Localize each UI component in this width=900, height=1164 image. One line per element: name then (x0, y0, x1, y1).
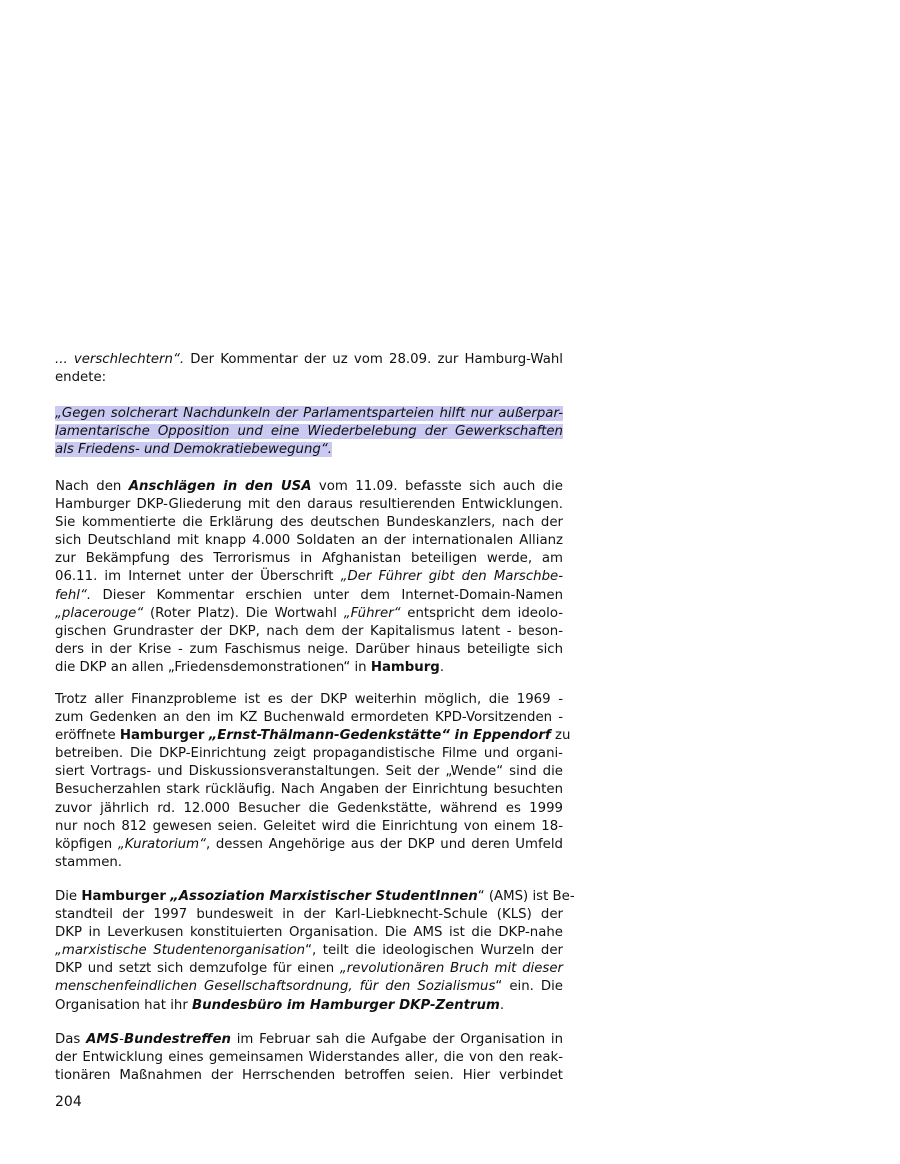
text-line: Trotz aller Finanzprobleme ist es der DKP weiterhin möglich, die 1969 - (55, 692, 563, 707)
text-line (55, 587, 563, 605)
bold-phrase: Hamburger (119, 728, 205, 744)
italic-phrase: menschenfeindlichen Gesellschaftsordnung, für den Sozialismus (55, 979, 496, 995)
italic-phrase: „placerouge“ (55, 605, 144, 621)
text-line (55, 659, 563, 677)
text-line (55, 478, 563, 496)
text-run: DKP und setzt sich demzufolge für einen (55, 961, 340, 977)
text-line: ders in der Krise - zum Faschismus neige. Darüber hinaus beteiligte sich (55, 641, 563, 657)
text-run: die DKP an allen „Friedensdemonstrationen“ in (55, 659, 371, 675)
text-line: der Entwicklung eines gemeinsamen Widerstandes aller, die von den reak- (55, 1050, 563, 1066)
italic-phrase: „revolutionären Bruch mit dieser (339, 961, 563, 977)
text-run: zu (550, 728, 571, 744)
text-line (55, 942, 563, 960)
text-line: zur Bekämpfung des Terrorismus in Afghanistan beteiligen werde, am (55, 551, 563, 567)
text-line (55, 997, 563, 1015)
text-line: siert Vortrags- und Diskussionsveranstaltungen. Seit der „Wende“ sind die (55, 764, 563, 780)
text-line (55, 978, 563, 996)
bold-italic-phrase: Bundestreffen (123, 1032, 231, 1047)
bold-italic-phrase: Anschlägen in den USA (128, 479, 312, 494)
italic-phrase: „Kuratorium“ (117, 836, 206, 852)
bold-italic-phrase: „Ernst-Thälmann-Gedenkstätte“ in Eppendorf (208, 728, 551, 744)
text-run: . (439, 659, 445, 675)
italic-phrase: fehl“. (55, 587, 92, 603)
bold-phrase: Hamburg (370, 659, 440, 675)
text-run: (Roter Platz). Die Wortwahl (143, 605, 344, 621)
text-line (55, 888, 575, 906)
text-line: tionären Maßnahmen der Herrschenden betroffen seien. Hier verbindet (55, 1068, 563, 1084)
paragraph-usa-attacks (55, 478, 563, 677)
text-line: zuvor jährlich rd. 12.000 Besucher die Gedenkstätte, während es 1999 (55, 800, 563, 816)
text-line (55, 1031, 563, 1049)
text-run: Nach den (55, 479, 129, 494)
text-line (55, 405, 563, 423)
italic-phrase: „Der Führer gibt den Marschbe- (340, 569, 563, 585)
text-line: nur noch 812 gewesen seien. Geleitet wird die Einrichtung von einem 18- (55, 818, 563, 834)
text-run: - (119, 1032, 124, 1047)
bold-italic-phrase: AMS (86, 1032, 120, 1047)
bold-italic-phrase: „Assoziation Marxistischer StudentInnen (170, 889, 478, 904)
bold-italic-phrase: Bundesbüro im Hamburger DKP-Zentrum (192, 997, 500, 1013)
text-line (55, 423, 563, 441)
paragraph-gedenkstaette (55, 691, 571, 872)
text-line: endete: (55, 370, 107, 386)
bold-phrase: Hamburger (81, 889, 166, 904)
text-run: vom 11.09. befasste sich auch die (311, 479, 563, 494)
text-line: sich Deutschland mit knapp 4.000 Soldaten an der internationalen Allianz (55, 533, 563, 549)
text-line: DKP in Leverkusen konstituierten Organisation. Die AMS ist die DKP-nahe (55, 925, 563, 941)
italic-phrase: ... verschlechtern“. (55, 352, 185, 367)
text-run: köpfigen (55, 836, 118, 852)
text-run: Organisation hat ihr (55, 997, 193, 1013)
text-run: Dieser Kommentar erschien unter dem Internet-Domain-Namen (91, 587, 563, 603)
paragraph-intro (55, 351, 563, 387)
text-line (55, 836, 563, 854)
text-line (55, 568, 563, 586)
text-run: Die (55, 889, 82, 904)
text-line (55, 351, 563, 369)
paragraph-bundestreffen (55, 1031, 563, 1085)
paragraph-ams (55, 888, 575, 1015)
text-line: standteil der 1997 bundesweit in der Karl-Liebknecht-Schule (KLS) der (55, 907, 563, 923)
text-run: entspricht dem ideolo- (400, 605, 563, 621)
text-line (55, 441, 563, 459)
italic-phrase: „Führer“ (343, 605, 401, 621)
text-run: Das (55, 1032, 87, 1047)
text-run: . (499, 997, 505, 1013)
highlighted-text: als Friedens- und Demokratiebewegung“. (55, 442, 332, 458)
text-run: eröffnete (55, 728, 120, 744)
text-line: zum Gedenken an den im KZ Buchenwald ermordeten KPD-Vorsitzenden - (55, 710, 563, 726)
text-line: Besucherzahlen stark rückläufig. Nach Angaben der Einrichtung besuchten (55, 782, 563, 798)
highlighted-text: „Gegen solcherart Nachdunkeln der Parlamentsparteien hilft nur außerpar- (55, 406, 563, 421)
text-line: Hamburger DKP-Gliederung mit den daraus resultierenden Entwicklungen. (55, 497, 563, 513)
page-number: 204 (55, 1094, 82, 1110)
text-line (55, 727, 571, 745)
text-line: stammen. (55, 854, 123, 870)
text-run: im Februar sah die Aufgabe der Organisation in (231, 1032, 563, 1047)
highlighted-quote (55, 405, 563, 459)
text-run: “ (AMS) ist Be- (477, 889, 575, 904)
text-line: betreiben. Die DKP-Einrichtung zeigt propagandistische Filme und organi- (55, 746, 563, 762)
text-run: Der Kommentar der uz vom 28.09. zur Hamburg-Wahl (184, 352, 563, 367)
text-run: 06.11. im Internet unter der Überschrift (55, 569, 341, 585)
highlighted-text: lamentarische Opposition und eine Wiederbelebung der Gewerkschaften (55, 424, 563, 440)
text-line (55, 605, 563, 623)
text-line (55, 960, 563, 978)
text-run: “, teilt die ideologischen Wurzeln der (305, 943, 563, 959)
text-run: “ ein. Die (495, 979, 563, 995)
italic-phrase: „marxistische Studentenorganisation (55, 943, 306, 959)
text-line: gischen Grundraster der DKP, nach dem der Kapitalismus latent - beson- (55, 623, 563, 639)
text-run: , dessen Angehörige aus der DKP und deren Umfeld (205, 836, 563, 852)
text-line: Sie kommentierte die Erklärung des deutschen Bundeskanzlers, nach der (55, 515, 563, 531)
